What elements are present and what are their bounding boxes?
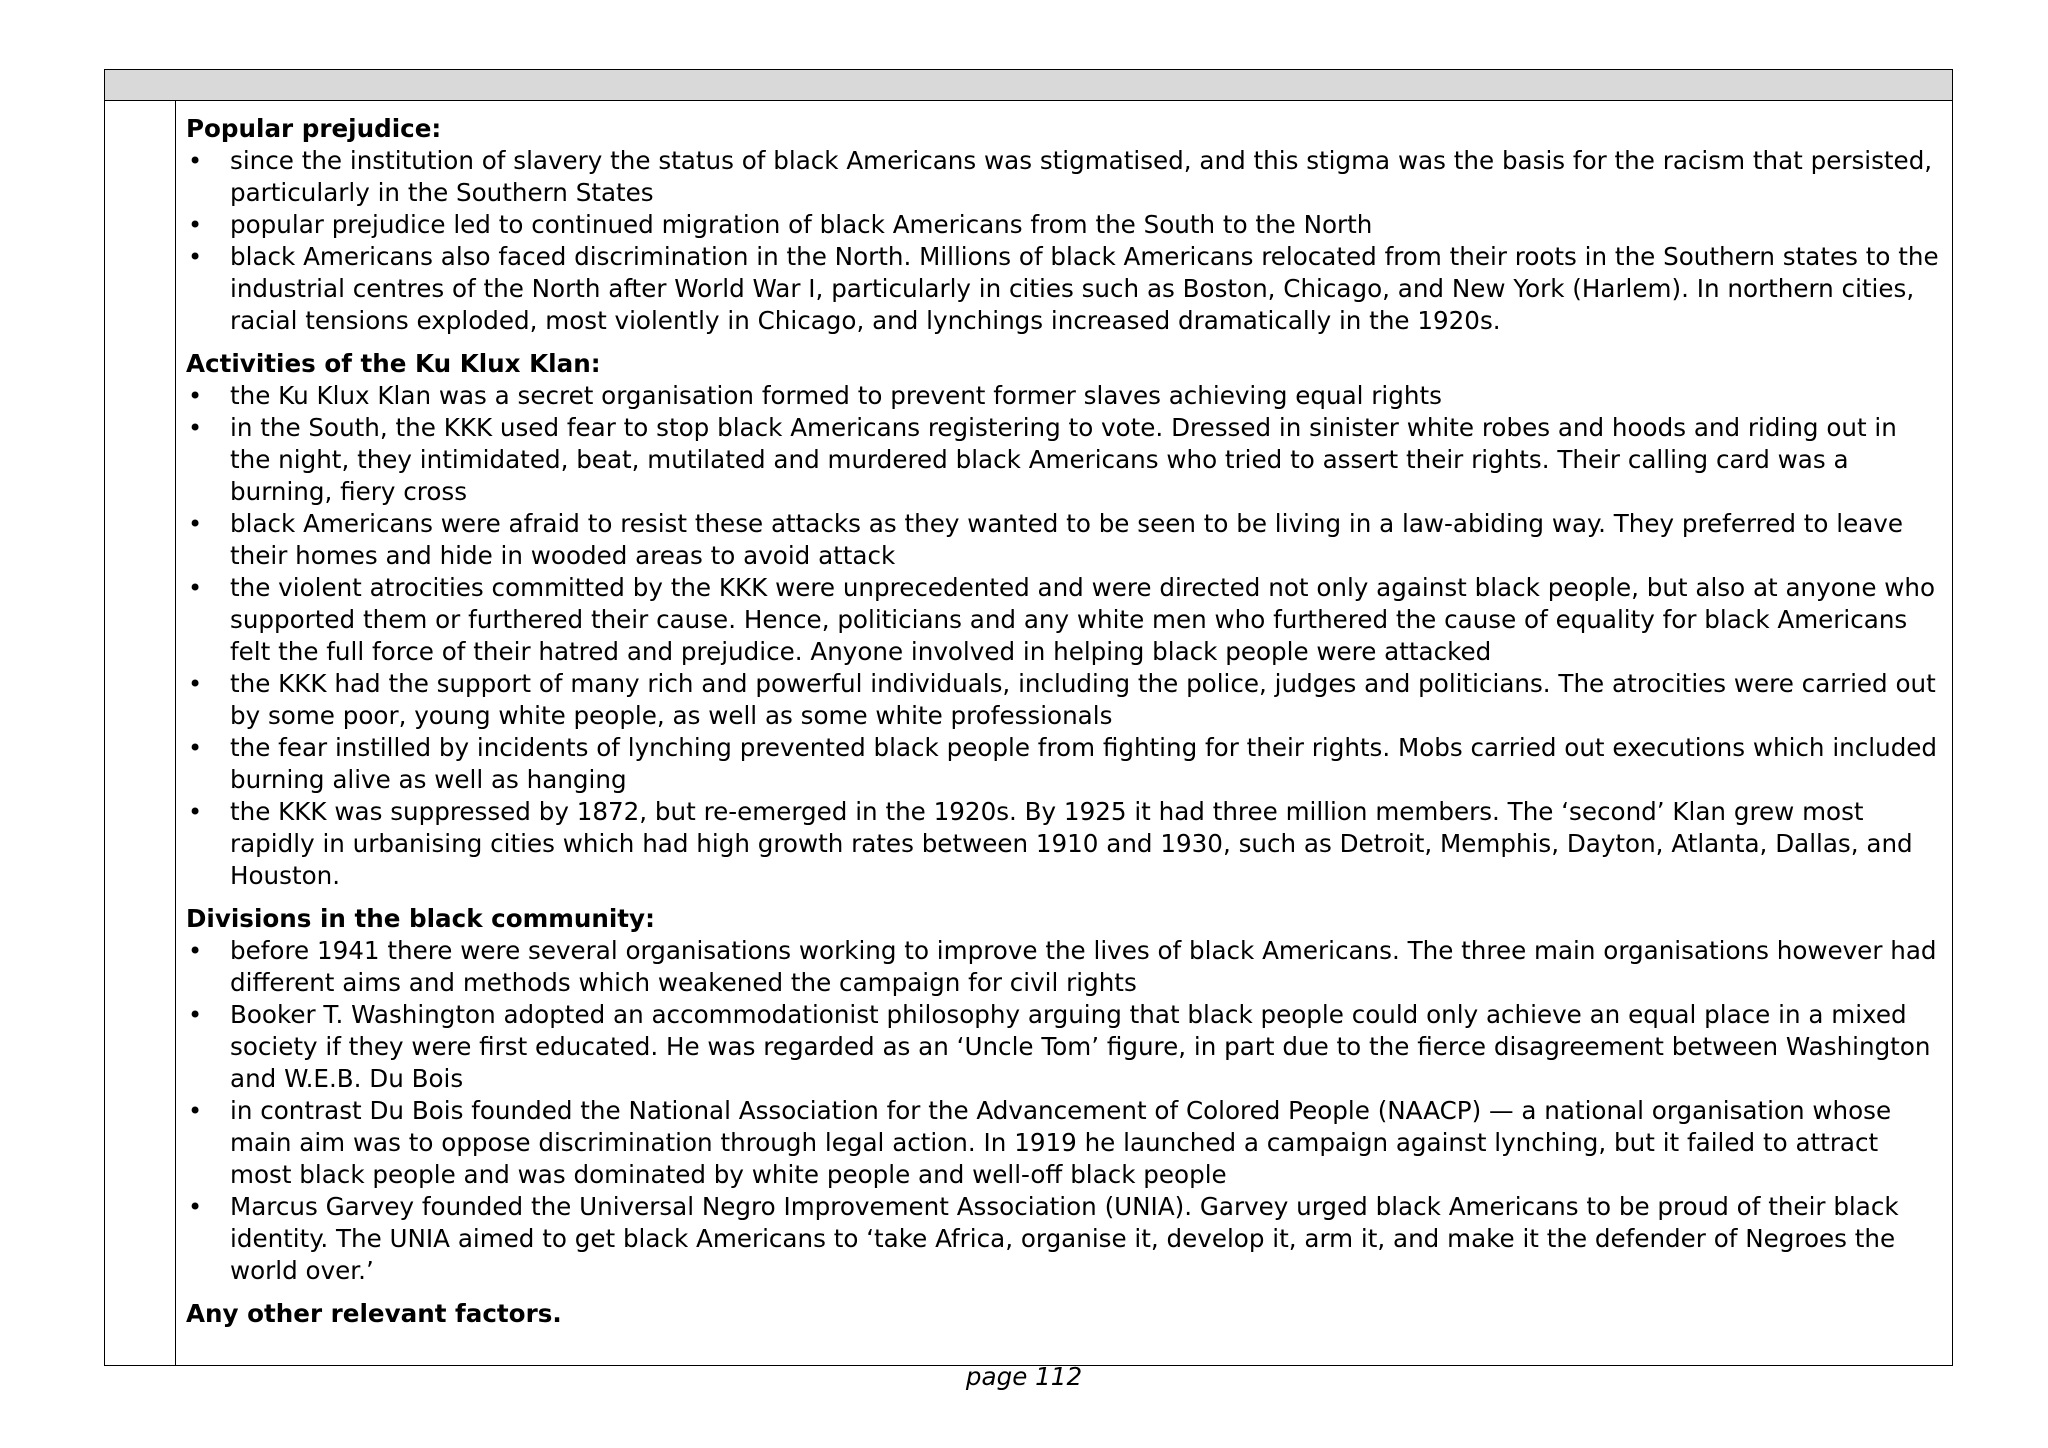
left-empty-cell (105, 101, 176, 1365)
section-heading: Divisions in the black community: (186, 904, 655, 933)
list-item: • popular prejudice led to continued migration of black Americans from the South to the North (186, 209, 1942, 241)
section-heading: Popular prejudice: (186, 114, 442, 143)
bullet-list (186, 145, 1942, 337)
list-item: • the violent atrocities committed by the KKK were unprecedented and were directed not only against black people, but also at anyone who supported them or furthered their cause. Hence, politicians and any white men who furthered the cause of equality for black Americans felt the full force of their hatred and prejudice. Anyone involved in helping black people were attacked (186, 572, 1942, 668)
section-divisions-black-community (186, 903, 1942, 1287)
list-item: • the KKK was suppressed by 1872, but re-emerged in the 1920s. By 1925 it had three million members. The ‘second’ Klan grew most rapidly in urbanising cities which had high growth rates between 1910 and 1930, such as Detroit, Memphis, Dayton, Atlanta, Dallas, and Houston. (186, 796, 1942, 892)
section-popular-prejudice (186, 113, 1942, 337)
list-item: • in the South, the KKK used fear to stop black Americans registering to vote. Dressed in sinister white robes and hoods and riding out in the night, they intimidated, beat, mutilated and murdered black Americans who tried to assert their rights. Their calling card was a burning, fiery cross (186, 412, 1942, 508)
list-item: • since the institution of slavery the status of black Americans was stigmatised, and this stigma was the basis for the racism that persisted, particularly in the Southern States (186, 145, 1942, 209)
section-heading: Activities of the Ku Klux Klan: (186, 349, 601, 378)
list-item: • Booker T. Washington adopted an accommodationist philosophy arguing that black people could only achieve an equal place in a mixed society if they were first educated. He was regarded as an ‘Uncle Tom’ figure, in part due to the fierce disagreement between Washington and W.E.B. Du Bois (186, 999, 1942, 1095)
page-number: page 112 (965, 1362, 1083, 1391)
list-item: • black Americans were afraid to resist these attacks as they wanted to be seen to be living in a law-abiding way. They preferred to leave their homes and hide in wooded areas to avoid attack (186, 508, 1942, 572)
section-ku-klux-klan (186, 348, 1942, 892)
content-cell (176, 101, 1952, 1365)
list-item: • the KKK had the support of many rich and powerful individuals, including the police, judges and politicians. The atrocities were carried out by some poor, young white people, as well as some white professionals (186, 668, 1942, 732)
marking-table (104, 69, 1953, 1366)
list-item: • Marcus Garvey founded the Universal Negro Improvement Association (UNIA). Garvey urged black Americans to be proud of their black identity. The UNIA aimed to get black Americans to ‘take Africa, organise it, develop it, arm it, and make it the defender of Negroes the world over.’ (186, 1191, 1942, 1287)
bullet-list (186, 380, 1942, 892)
list-item: • black Americans also faced discrimination in the North. Millions of black Americans relocated from their roots in the Southern states to the industrial centres of the North after World War I, particularly in cities such as Boston, Chicago, and New York (Harlem). In northern cities, racial tensions exploded, most violently in Chicago, and lynchings increased dramatically in the 1920s. (186, 241, 1942, 337)
list-item: • in contrast Du Bois founded the National Association for the Advancement of Colored People (NAACP) — a national organisation whose main aim was to oppose discrimination through legal action. In 1919 he launched a campaign against lynching, but it failed to attract most black people and was dominated by white people and well-off black people (186, 1095, 1942, 1191)
bullet-list (186, 935, 1942, 1287)
table-body-row (105, 101, 1952, 1365)
closing-line: Any other relevant factors. (186, 1299, 562, 1328)
table-header-row (105, 70, 1952, 101)
list-item: • before 1941 there were several organisations working to improve the lives of black Americans. The three main organisations however had different aims and methods which weakened the campaign for civil rights (186, 935, 1942, 999)
list-item: • the fear instilled by incidents of lynching prevented black people from fighting for their rights. Mobs carried out executions which included burning alive as well as hanging (186, 732, 1942, 796)
list-item: • the Ku Klux Klan was a secret organisation formed to prevent former slaves achieving equal rights (186, 380, 1942, 412)
